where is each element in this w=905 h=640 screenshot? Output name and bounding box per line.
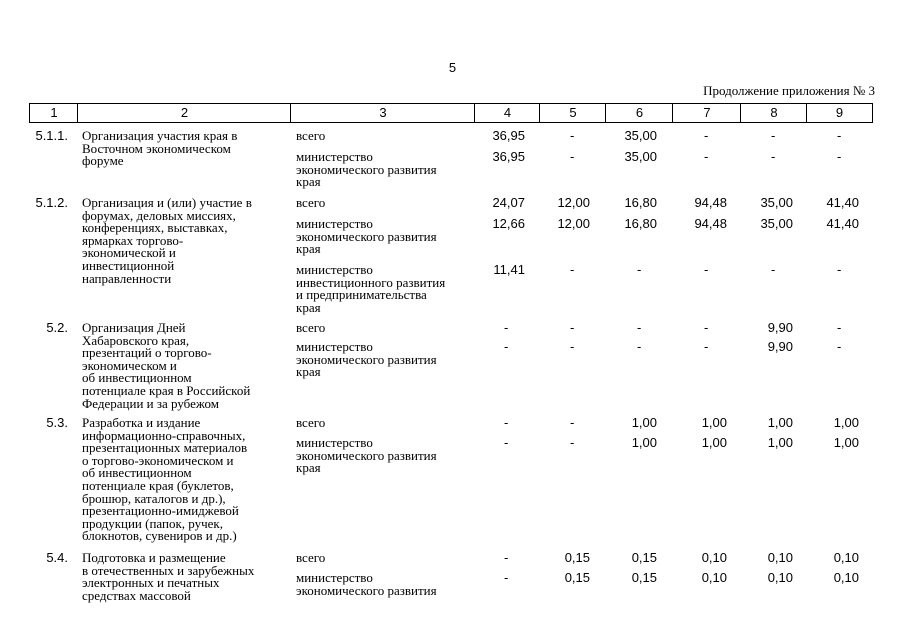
value-cell: 36,95 xyxy=(492,128,525,143)
value-cell: 9,90 xyxy=(767,320,793,335)
value-cell: - xyxy=(504,339,509,354)
value-cell: - xyxy=(570,320,575,335)
column-header-6: 6 xyxy=(605,103,673,123)
value-cell: 16,80 xyxy=(624,195,657,210)
value-cell: 9,90 xyxy=(767,339,793,354)
row-executor: всего xyxy=(296,550,326,565)
value-cell: - xyxy=(504,435,509,450)
row-activity-name: Организация участия края в Восточном экономическом форуме xyxy=(82,128,238,169)
value-cell: - xyxy=(504,570,509,585)
value-cell: - xyxy=(504,320,509,335)
value-cell: - xyxy=(837,149,842,164)
value-cell: - xyxy=(570,339,575,354)
value-cell: - xyxy=(837,339,842,354)
value-cell: 16,80 xyxy=(624,216,657,231)
value-cell: 0,10 xyxy=(833,570,859,585)
value-cell: - xyxy=(570,128,575,143)
row-activity-name: Организация Дней Хабаровского края, презентаций о торгово- экономическом и об инвестиционном потенциале края в Российской Федерации и за рубежом xyxy=(82,320,251,411)
value-cell: - xyxy=(570,435,575,450)
value-cell: 0,10 xyxy=(701,550,727,565)
row-executor: министерство экономического развития края xyxy=(296,216,437,257)
row-code: 5.1.2. xyxy=(35,195,68,210)
value-cell: - xyxy=(570,262,575,277)
value-cell: 12,00 xyxy=(557,195,590,210)
column-header-4: 4 xyxy=(474,103,540,123)
row-code: 5.4. xyxy=(46,550,68,565)
value-cell: 35,00 xyxy=(624,128,657,143)
row-executor: всего xyxy=(296,128,326,143)
value-cell: 1,00 xyxy=(767,435,793,450)
column-header-2: 2 xyxy=(77,103,291,123)
value-cell: 35,00 xyxy=(760,216,793,231)
row-executor: министерство экономического развития края xyxy=(296,339,437,380)
value-cell: 0,10 xyxy=(767,550,793,565)
value-cell: 1,00 xyxy=(631,435,657,450)
value-cell: 0,10 xyxy=(767,570,793,585)
value-cell: 1,00 xyxy=(767,415,793,430)
value-cell: 36,95 xyxy=(492,149,525,164)
value-cell: - xyxy=(637,339,642,354)
row-code: 5.3. xyxy=(46,415,68,430)
value-cell: - xyxy=(504,415,509,430)
value-cell: - xyxy=(637,320,642,335)
value-cell: 94,48 xyxy=(694,216,727,231)
row-activity-name: Организация и (или) участие в форумах, деловых миссиях, конференциях, выставках, ярмарках торгово- экономической и инвестиционной направленности xyxy=(82,195,252,286)
value-cell: 41,40 xyxy=(826,195,859,210)
row-executor: министерство экономического развития края xyxy=(296,149,437,190)
value-cell: 1,00 xyxy=(701,415,727,430)
column-header-1: 1 xyxy=(29,103,78,123)
value-cell: - xyxy=(704,149,709,164)
value-cell: - xyxy=(504,550,509,565)
value-cell: - xyxy=(837,262,842,277)
column-header-7: 7 xyxy=(672,103,741,123)
value-cell: 1,00 xyxy=(833,435,859,450)
value-cell: 0,15 xyxy=(631,570,657,585)
row-executor: всего xyxy=(296,320,326,335)
continuation-note: Продолжение приложения № 3 xyxy=(703,83,875,98)
row-executor: всего xyxy=(296,415,326,430)
value-cell: - xyxy=(771,128,776,143)
value-cell: 12,00 xyxy=(557,216,590,231)
value-cell: - xyxy=(771,149,776,164)
row-executor: министерство экономического развития края xyxy=(296,435,437,476)
column-header-3: 3 xyxy=(290,103,475,123)
page-number: 5 xyxy=(448,60,457,75)
value-cell: - xyxy=(637,262,642,277)
column-header-8: 8 xyxy=(740,103,807,123)
value-cell: 1,00 xyxy=(701,435,727,450)
value-cell: - xyxy=(570,415,575,430)
row-code: 5.2. xyxy=(46,320,68,335)
value-cell: 94,48 xyxy=(694,195,727,210)
value-cell: 0,10 xyxy=(701,570,727,585)
value-cell: 11,41 xyxy=(493,262,525,277)
row-activity-name: Подготовка и размещение в отечественных и зарубежных электронных и печатных средствах массовой xyxy=(82,550,255,603)
row-executor: министерство экономического развития xyxy=(296,570,437,598)
value-cell: 41,40 xyxy=(826,216,859,231)
row-code: 5.1.1. xyxy=(35,128,68,143)
value-cell: 35,00 xyxy=(624,149,657,164)
value-cell: 0,15 xyxy=(564,570,590,585)
value-cell: - xyxy=(704,262,709,277)
row-activity-name: Разработка и издание информационно-справочных, презентационных материалов о торгово-экономическом и об инвестиционном потенциале края (буклетов, брошюр, каталогов и др.), презентационно-имиджевой продукции (папок, ручек, блокнотов, сувениров и др.) xyxy=(82,415,248,544)
value-cell: - xyxy=(771,262,776,277)
value-cell: - xyxy=(704,339,709,354)
value-cell: 0,10 xyxy=(833,550,859,565)
value-cell: - xyxy=(570,149,575,164)
value-cell: 1,00 xyxy=(833,415,859,430)
value-cell: 12,66 xyxy=(492,216,525,231)
row-executor: всего xyxy=(296,195,326,210)
column-header-5: 5 xyxy=(539,103,606,123)
value-cell: 24,07 xyxy=(492,195,525,210)
row-executor: министерство инвестиционного развития и предпринимательства края xyxy=(296,262,446,315)
value-cell: 35,00 xyxy=(760,195,793,210)
value-cell: - xyxy=(704,128,709,143)
value-cell: - xyxy=(837,320,842,335)
value-cell: - xyxy=(704,320,709,335)
value-cell: 1,00 xyxy=(631,415,657,430)
value-cell: 0,15 xyxy=(564,550,590,565)
value-cell: - xyxy=(837,128,842,143)
value-cell: 0,15 xyxy=(631,550,657,565)
column-header-9: 9 xyxy=(806,103,873,123)
